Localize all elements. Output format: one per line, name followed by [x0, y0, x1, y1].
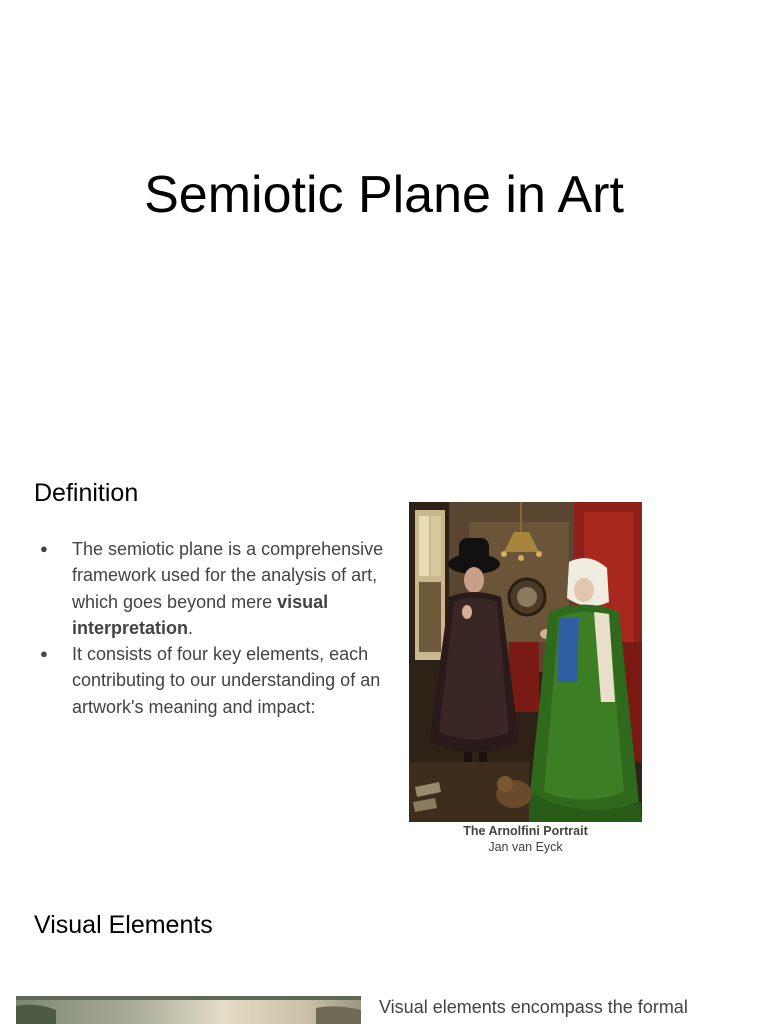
page-title: Semiotic Plane in Art	[144, 166, 624, 224]
bullet-text: It consists of four key elements, each contributing to our understanding of an artwork's meaning and impact:	[72, 644, 381, 717]
bullet-text-start: The semiotic plane is a comprehensive framework used for the analysis of art, which goes beyond mere	[72, 539, 384, 612]
bullet-text-end: .	[188, 617, 194, 638]
bullet-dot-icon: ●	[40, 646, 48, 662]
bullet-bold-text: visual interpretation	[72, 591, 329, 638]
arnolfini-portrait-image	[409, 502, 642, 822]
bullet-item	[34, 536, 384, 641]
visual-elements-heading: Visual Elements	[34, 911, 213, 939]
definition-bullet-list	[34, 536, 384, 720]
bullet-item	[34, 641, 384, 720]
image-caption-author: Jan van Eyck	[488, 840, 563, 854]
definition-heading: Definition	[34, 479, 139, 507]
landscape-painting-image	[16, 996, 361, 1024]
bullet-dot-icon: ●	[40, 541, 48, 556]
visual-elements-text: Visual elements encompass the formal	[379, 997, 688, 1017]
image-caption-title: The Arnolfini Portrait	[463, 824, 588, 838]
